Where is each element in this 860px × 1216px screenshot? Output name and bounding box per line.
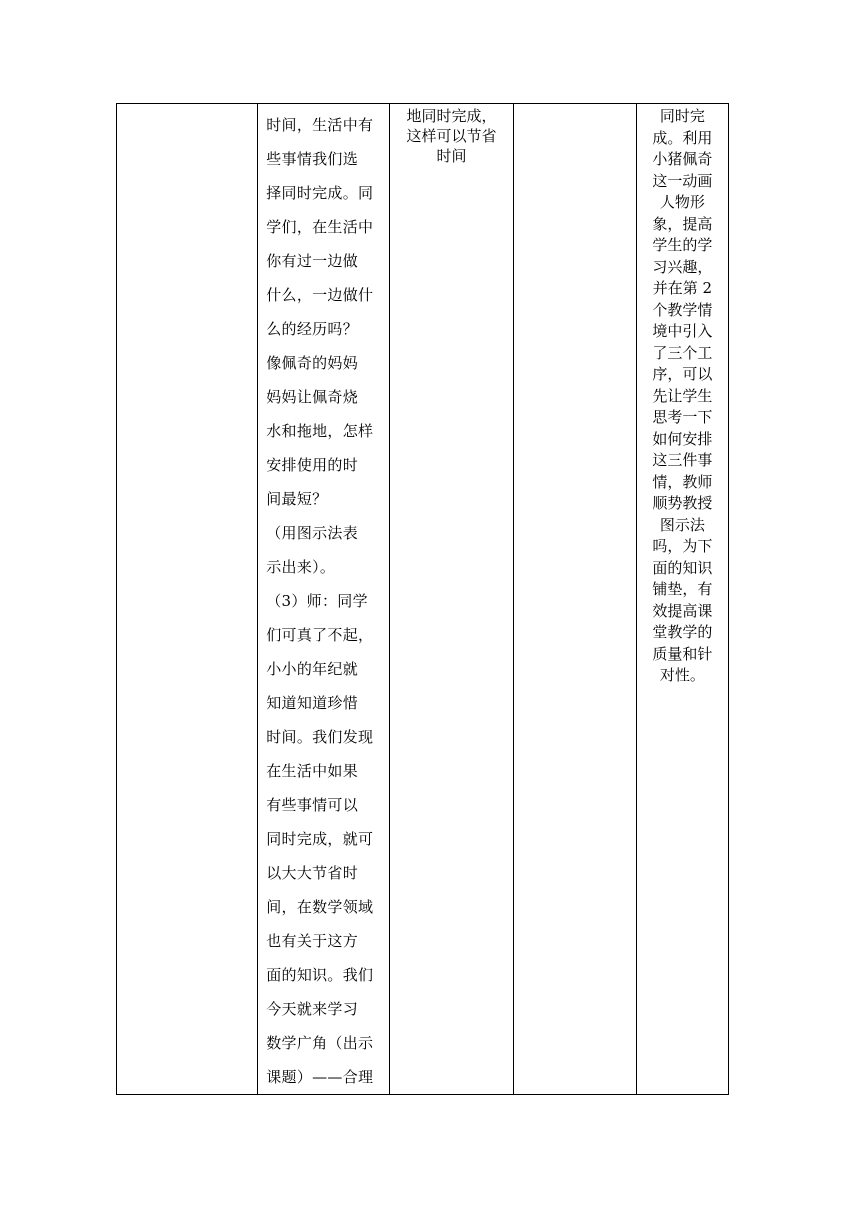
text-line: 数学广角（出示 — [266, 1034, 374, 1052]
text-line: 堂教学的 — [652, 623, 713, 641]
student-activity-cell — [390, 104, 513, 1095]
table-row — [117, 104, 729, 1095]
text-line: 先让学生 — [652, 386, 713, 405]
student-activity-text — [390, 104, 512, 166]
text-line: 同时完成，就可 — [266, 830, 374, 848]
text-line: 间，在数学领域 — [266, 898, 374, 916]
lesson-plan-table — [116, 103, 729, 1095]
text-line: 这一动画 — [652, 171, 713, 190]
text-line: 也有关于这方 — [266, 932, 359, 950]
text-line: 对性。 — [659, 666, 705, 684]
teacher-activity-text — [258, 104, 389, 1094]
text-line: 序，可以 — [652, 365, 713, 383]
text-line: 今天就来学习 — [266, 1000, 359, 1018]
text-line: 顺势教授 — [652, 494, 713, 512]
text-line: 时间。我们发现 — [266, 728, 374, 746]
text-line: 情，教师 — [652, 472, 713, 491]
text-line: 水和拖地，怎样 — [266, 422, 374, 440]
text-line: 小猪佩奇 — [652, 150, 713, 168]
text-line: 境中引入 — [652, 322, 713, 340]
text-line: 些事情我们选 — [266, 150, 359, 168]
text-line: 学们，在生活中 — [266, 218, 374, 236]
text-line: 了三个工 — [652, 343, 713, 362]
empty-cell-stage — [117, 104, 258, 1095]
text-line: 个教学情 — [652, 300, 713, 319]
text-line: 小小的年纪就 — [266, 660, 359, 678]
text-line: 面的知识。我们 — [266, 966, 374, 984]
design-intent-cell — [636, 104, 728, 1095]
text-line: 有些事情可以 — [266, 796, 359, 814]
text-line: 铺垫，有 — [652, 580, 713, 598]
text-line: 习兴趣， — [652, 257, 713, 276]
text-line: 学生的学 — [652, 236, 713, 254]
text-line: 象，提高 — [652, 214, 713, 233]
text-line: 成。利用 — [652, 128, 713, 147]
text-line: 质量和针 — [652, 644, 713, 663]
text-line: 择同时完成。同 — [266, 184, 374, 202]
teacher-activity-cell — [258, 104, 390, 1095]
text-line: 面的知识 — [652, 558, 713, 577]
text-line: 你有过一边做 — [266, 252, 359, 270]
text-line: 图示法 — [659, 515, 705, 534]
text-line: 在生活中如果 — [266, 762, 359, 780]
text-line: 么的经历吗？ — [266, 320, 359, 338]
text-line: 并在第 2 — [652, 279, 713, 297]
text-line: 人物形 — [659, 193, 705, 211]
text-line: 们可真了不起， — [266, 626, 374, 644]
text-line: 如何安排 — [652, 429, 713, 448]
text-line: 效提高课 — [652, 601, 713, 620]
text-line: 时间，生活中有 — [266, 116, 374, 134]
text-line: 思考一下 — [652, 408, 713, 426]
text-line: 妈妈让佩奇烧 — [266, 388, 359, 406]
design-intent-text — [637, 104, 728, 687]
text-line: 时间 — [436, 147, 467, 165]
text-line: 像佩奇的妈妈 — [266, 354, 359, 372]
text-line: 间最短？ — [266, 490, 328, 508]
text-line: 地同时完成， — [406, 107, 497, 125]
text-line: 吗，为下 — [652, 537, 713, 555]
text-line: 同时完 — [659, 107, 705, 125]
text-line: 以大大节省时 — [266, 864, 359, 882]
text-line: （3）师：同学 — [266, 592, 368, 610]
text-line: 这样可以节省 — [406, 127, 497, 145]
text-line: （用图示法表 — [266, 524, 359, 542]
text-line: 示出来）。 — [266, 558, 336, 576]
empty-cell-media — [513, 104, 636, 1095]
text-line: 这三件事 — [652, 451, 713, 469]
text-line: 什么，一边做什 — [266, 286, 374, 304]
text-line: 安排使用的时 — [266, 456, 359, 474]
text-line: 课题）——合理 — [266, 1068, 374, 1086]
text-line: 知道知道珍惜 — [266, 694, 359, 712]
